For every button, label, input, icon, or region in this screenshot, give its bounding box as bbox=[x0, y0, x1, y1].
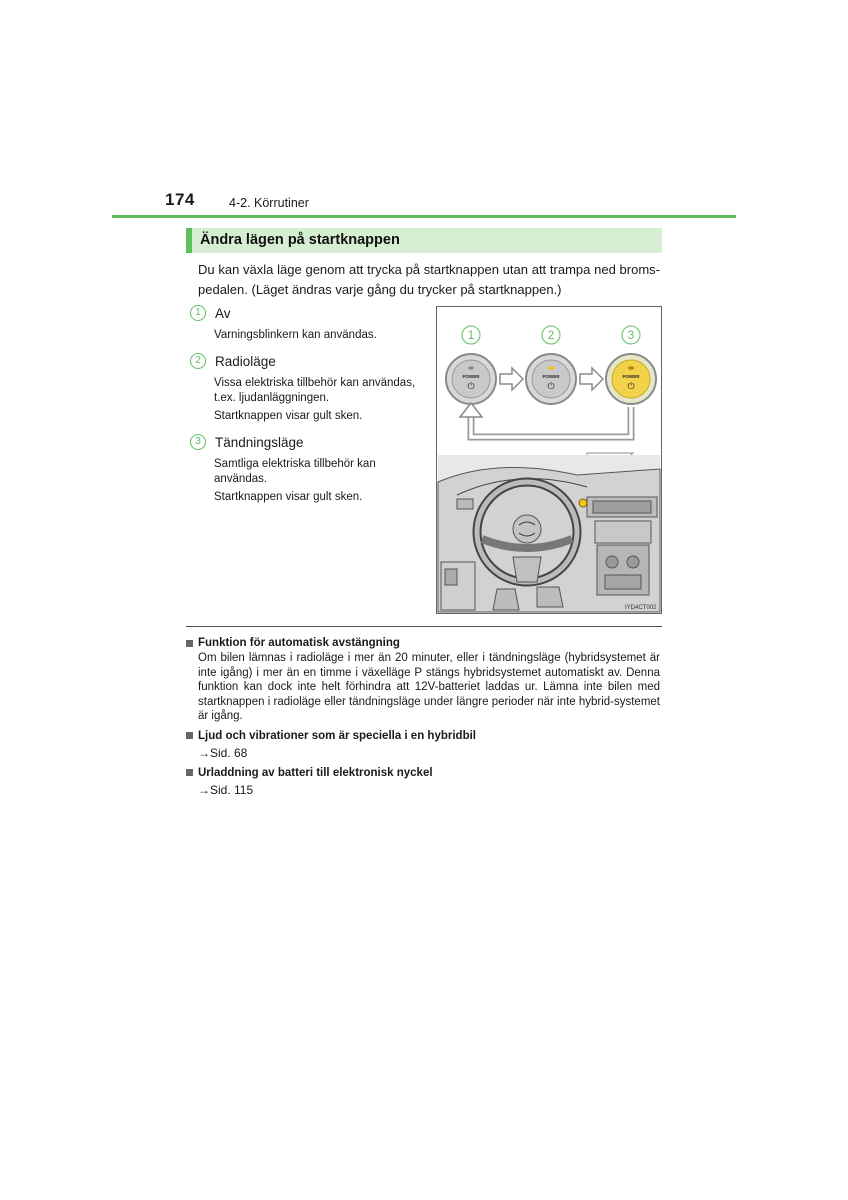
step-number-badge: 1 bbox=[190, 305, 206, 321]
power-button-1 bbox=[446, 354, 496, 404]
step-number-badge: 2 bbox=[190, 353, 206, 369]
notes-rule bbox=[186, 626, 662, 627]
dashboard-drawing bbox=[438, 455, 660, 612]
mode-description: Startknappen visar gult sken. bbox=[214, 491, 363, 503]
mode-title: Av bbox=[215, 305, 231, 321]
page-number: 174 bbox=[165, 190, 195, 209]
arrow-right-icon bbox=[500, 368, 523, 390]
note-title: Ljud och vibrationer som är speciella i en hybridbil bbox=[198, 729, 476, 742]
mode-item-off bbox=[190, 304, 430, 322]
note-heading bbox=[186, 635, 660, 651]
power-text: POWER bbox=[462, 374, 480, 379]
power-symbol-icon: ⏻ bbox=[627, 382, 635, 392]
notes-section bbox=[186, 635, 660, 802]
mode-list bbox=[190, 304, 430, 508]
square-bullet-icon bbox=[186, 640, 193, 647]
page-reference: →Sid. 115 bbox=[198, 782, 254, 797]
note-heading bbox=[186, 728, 660, 744]
mode-description: Vissa elektriska tillbehör kan användas, t.ex. ljudanläggningen. bbox=[214, 377, 416, 404]
mode-item-ignition bbox=[190, 433, 430, 451]
illustration-svg bbox=[437, 307, 661, 613]
intro-paragraph: Du kan växla läge genom att trycka på startknappen utan att trampa ned broms-pedalen. (Läget ändras varje gång du trycker på startknappen.) bbox=[198, 262, 660, 297]
header-rule bbox=[112, 215, 736, 218]
note-title: Urladdning av batteri till elektronisk nyckel bbox=[198, 766, 433, 779]
note-heading bbox=[186, 765, 660, 781]
power-symbol-icon: ⏻ bbox=[547, 382, 555, 392]
power-text: POWER bbox=[622, 374, 640, 379]
return-arrow-icon bbox=[471, 407, 631, 437]
note-title: Funktion för automatisk avstängning bbox=[198, 637, 400, 649]
step-3-label: 3 bbox=[627, 328, 635, 342]
section-heading-box bbox=[186, 228, 662, 253]
square-bullet-icon bbox=[186, 732, 193, 739]
note-body: Om bilen lämnas i radioläge i mer än 20 minuter, eller i tändningsläge (hybridsystemet är inte igång) i mer än en timme i växelläge P stängs hybridsystemet automatiskt av. Denna funktion kan dock inte helt förhindra att 12V-batteriet laddas ur. Lämna inte bilen med startknappen i radioläge eller tändningsläge under längre perioder när inte hybrid-systemet är igång. bbox=[198, 652, 660, 722]
mode-item-radio bbox=[190, 352, 430, 370]
step-1-label: 1 bbox=[467, 328, 475, 342]
section-reference: 4-2. Körrutiner bbox=[229, 196, 309, 210]
section-heading: Ändra lägen på startknappen bbox=[200, 232, 400, 248]
power-button-2 bbox=[526, 354, 576, 404]
figure-code: IYD4CT002 bbox=[625, 605, 657, 611]
power-text: POWER bbox=[542, 374, 560, 379]
power-button-3 bbox=[606, 354, 656, 404]
mode-description: Startknappen visar gult sken. bbox=[214, 410, 363, 422]
mode-description: Varningsblinkern kan användas. bbox=[214, 329, 377, 341]
power-symbol-icon: ⏻ bbox=[467, 382, 475, 392]
page-reference: →Sid. 68 bbox=[198, 745, 248, 760]
mode-title: Tändningsläge bbox=[215, 434, 304, 450]
arrow-right-icon bbox=[580, 368, 603, 390]
mode-title: Radioläge bbox=[215, 353, 276, 369]
square-bullet-icon bbox=[186, 769, 193, 776]
start-button-illustration bbox=[436, 306, 662, 614]
mode-description: Samtliga elektriska tillbehör kan användas. bbox=[214, 458, 376, 485]
step-number-badge: 3 bbox=[190, 434, 206, 450]
step-2-label: 2 bbox=[547, 328, 555, 342]
